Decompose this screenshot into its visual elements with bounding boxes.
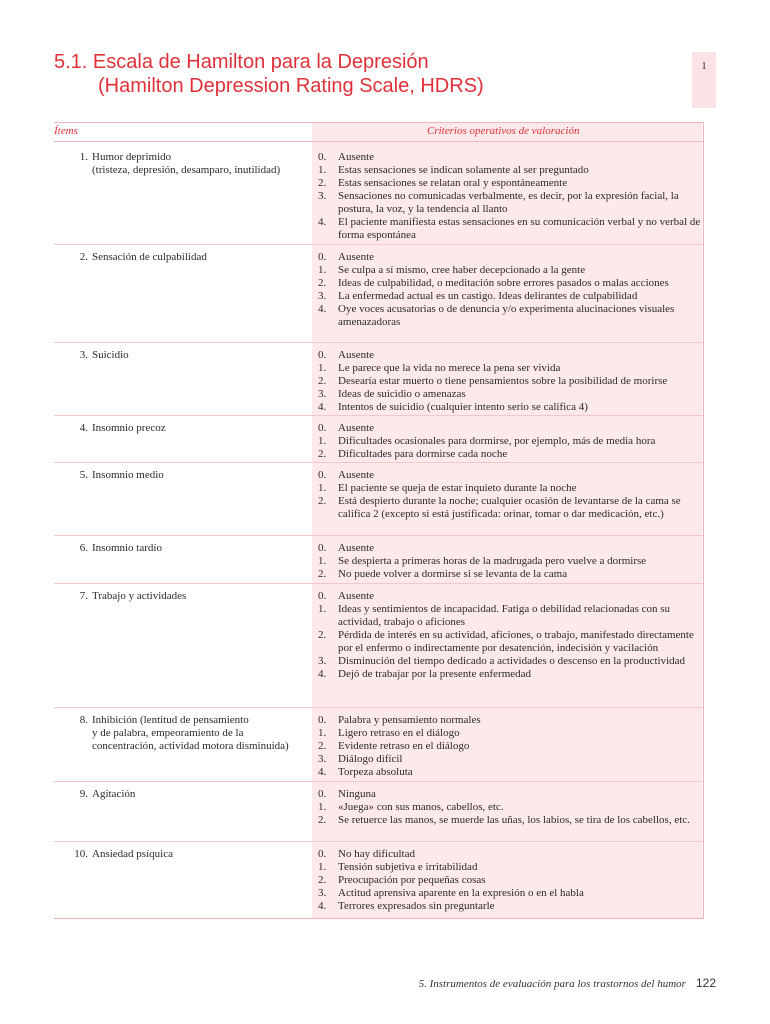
criterion-score: 3. [318,753,327,765]
criterion-score: 1. [318,435,327,447]
criterion [318,277,702,290]
criterion-text: Ideas y sentimientos de incapacidad. Fatiga o debilidad relacionadas con su actividad, trabajo o aficiones [338,603,671,628]
criterion-score: 0. [318,422,327,434]
criterion-score: 0. [318,714,327,726]
table-row [54,151,703,250]
item-number: 10. [74,848,88,860]
criterion-text: Evidente retraso en el diálogo [338,740,470,752]
item-number: 5. [79,469,88,481]
criterion-score: 2. [318,495,327,507]
criterion [318,495,702,521]
criterion-text: «Juega» con sus manos, cabellos, etc. [338,801,504,813]
item-cell [64,251,304,264]
criterion-score: 0. [318,469,327,481]
criterion [318,388,702,401]
criterion [318,655,702,668]
criterion [318,629,702,655]
criterion-score: 0. [318,542,327,554]
criterion-text: Disminución del tiempo dedicado a actividades o descenso en la productividad [338,655,686,667]
criterion-score: 2. [318,375,327,387]
criterion-text: No puede volver a dormirse si se levanta de la cama [338,568,568,580]
criterion-score: 1. [318,727,327,739]
criterion-score: 4. [318,216,327,228]
item-name: Sensación de culpabilidad [92,251,207,263]
criterion-score: 2. [318,177,327,189]
criterion-score: 3. [318,887,327,899]
criterion-text: Tensión subjetiva e irritabilidad [338,861,478,873]
criterion-score: 4. [318,401,327,413]
item-cell [64,848,304,861]
criterion-text: No hay dificultad [338,848,415,860]
criterion-text: Palabra y pensamiento normales [338,714,481,726]
criterion-text: Ausente [338,151,375,163]
header-rule [54,141,703,142]
item-cell [64,349,304,362]
item-name: Humor deprimido [92,151,172,163]
item-name: Trabajo y actividades [92,590,187,602]
criterion-text: Dejó de trabajar por la presente enfermedad [338,668,532,680]
table-row [54,462,703,536]
criterion-text: Ideas de suicidio o amenazas [338,388,466,400]
item-detail: y de palabra, empeoramiento de la concentración, actividad motora disminuida) [92,727,289,752]
criterion-text: Dificultades para dormirse cada noche [338,448,508,460]
criterion-score: 1. [318,555,327,567]
item-cell [64,590,304,603]
criterion [318,788,702,801]
criterion [318,568,702,581]
criterion-score: 1. [318,482,327,494]
criterion-score: 0. [318,349,327,361]
criterion [318,362,702,375]
criterion [318,177,702,190]
page-footer [419,976,716,990]
item-number: 1. [79,151,88,163]
criterion-text: Torpeza absoluta [338,766,413,778]
item-number: 6. [79,542,88,554]
criterion-score: 0. [318,590,327,602]
item-name: Suicidio [92,349,129,361]
criterion-score: 1. [318,362,327,374]
criterion [318,714,702,727]
criterion-text: Le parece que la vida no merece la pena ser vivida [338,362,561,374]
section-tab [692,52,716,108]
title-line-1: 5.1. Escala de Hamilton para la Depresión [54,51,429,73]
table-row [54,707,703,782]
criterion [318,887,702,900]
item-name: Insomnio tardío [92,542,162,554]
table-row [54,781,703,842]
footer-text: 5. Instrumentos de evaluación para los trastornos del humor [418,978,686,990]
criterion-text: Ausente [338,422,375,434]
criterion-text: El paciente se queja de estar inquieto durante la noche [338,482,577,494]
item-cell [64,151,304,177]
criterion-text: Está despierto durante la noche; cualquier ocasión de levantarse de la cama se califica 2 (excepto si está justificada: orinar, tomar o dar medicación, etc.) [338,495,681,520]
criterion-score: 4. [318,303,327,315]
item-cell [64,469,304,482]
criterion-score: 1. [318,603,327,615]
criterion [318,264,702,277]
page-number: 122 [695,976,716,990]
criterion [318,482,702,495]
criterion-score: 0. [318,848,327,860]
table-row [54,583,703,708]
item-detail: (tristeza, depresión, desamparo, inutilidad) [92,164,281,176]
criterion-score: 2. [318,568,327,580]
criterion-text: Diálogo difícil [338,753,403,765]
criterion-score: 1. [318,861,327,873]
criteria-cell [318,151,702,242]
criterion [318,469,702,482]
criterion [318,801,702,814]
item-number: 4. [79,422,88,434]
criterion [318,814,702,827]
criteria-column-header: Criterios operativos de valoración [427,125,580,137]
item-number: 3. [79,349,88,361]
criterion-text: Ideas de culpabilidad, o meditación sobre errores pasados o malas acciones [338,277,669,289]
criterion-score: 1. [318,164,327,176]
criterion [318,435,702,448]
criterion-text: Se retuerce las manos, se muerde las uñas, los labios, se tira de los cabellos, etc. [338,814,690,826]
criteria-cell [318,542,702,581]
criterion-score: 4. [318,766,327,778]
criterion-score: 0. [318,151,327,163]
criterion [318,603,702,629]
item-number: 2. [79,251,88,263]
criterion-score: 4. [318,900,327,912]
criterion-text: Ausente [338,251,375,263]
criterion [318,349,702,362]
item-number: 9. [79,788,88,800]
criterion [318,448,702,461]
criterion-text: Estas sensaciones se relatan oral y espontáneamente [338,177,568,189]
criterion-text: Terrores expresados sin preguntarle [338,900,495,912]
criterion-text: Se culpa a sí mismo, cree haber decepcionado a la gente [338,264,586,276]
criteria-cell [318,848,702,913]
criterion [318,151,702,164]
criterion-score: 1. [318,264,327,276]
item-name: Ansiedad psíquica [92,848,173,860]
criterion [318,401,702,414]
title-line-2: (Hamilton Depression Rating Scale, HDRS) [98,75,484,97]
item-name: Insomnio medio [92,469,164,481]
criterion-text: Ausente [338,590,375,602]
criterion-text: El paciente manifiesta estas sensaciones en su comunicación verbal y no verbal de forma espontánea [338,216,701,241]
criterion-score: 2. [318,740,327,752]
item-cell [64,422,304,435]
criterion-text: Pérdida de interés en su actividad, aficiones, o trabajo, manifestado directamente por el enfermo o indirectamente por desatención, indecisión y vacilación [338,629,694,654]
criterion [318,740,702,753]
criterion-text: Ligero retraso en el diálogo [338,727,460,739]
table-top-rule [54,122,703,123]
items-column-header: Ítems [54,125,78,137]
criterion-score: 3. [318,190,327,202]
criteria-cell [318,714,702,779]
criterion [318,216,702,242]
item-number: 8. [79,714,88,726]
criterion [318,668,702,681]
criterion [318,900,702,913]
criterion-score: 1. [318,801,327,813]
criteria-cell [318,590,702,681]
criterion-score: 2. [318,814,327,826]
criterion [318,303,702,329]
criterion [318,555,702,568]
criterion-text: Ninguna [338,788,376,800]
criterion-score: 0. [318,251,327,263]
criteria-cell [318,422,702,461]
section-tab-number: 1 [701,60,707,72]
criterion-score: 2. [318,629,327,641]
criterion [318,766,702,779]
table-row [54,535,703,584]
criterion-text: La enfermedad actual es un castigo. Ideas delirantes de culpabilidad [338,290,638,302]
criterion [318,375,702,388]
table-row [54,841,703,912]
criterion-score: 3. [318,388,327,400]
item-cell [64,714,304,753]
item-name: Agitación [92,788,136,800]
item-cell [64,788,304,801]
criteria-cell [318,788,702,827]
criterion [318,422,702,435]
criterion [318,861,702,874]
criteria-cell [318,349,702,414]
criterion [318,874,702,887]
criterion-text: Ausente [338,542,375,554]
criterion [318,590,702,603]
criterion-text: Desearía estar muerto o tiene pensamientos sobre la posibilidad de morirse [338,375,668,387]
criterion [318,190,702,216]
criterion-score: 3. [318,290,327,302]
criterion-score: 4. [318,668,327,680]
item-name: Inhibición (lentitud de pensamiento [92,714,249,726]
criterion-score: 2. [318,448,327,460]
table-row [54,342,703,416]
criterion-score: 0. [318,788,327,800]
criterion [318,727,702,740]
criterion [318,164,702,177]
item-number: 7. [79,590,88,602]
criterion-text: Sensaciones no comunicadas verbalmente, es decir, por la expresión facial, la postura, la voz, y la tendencia al llanto [338,190,679,215]
criterion [318,848,702,861]
criterion-text: Se despierta a primeras horas de la madrugada pero vuelve a dormirse [338,555,647,567]
criterion-text: Intentos de suicidio (cualquier intento serio se califica 4) [338,401,588,413]
criterion-text: Ausente [338,469,375,481]
criterion [318,251,702,264]
criterion-text: Estas sensaciones se indican solamente al ser preguntado [338,164,589,176]
criterion-score: 2. [318,874,327,886]
item-name: Insomnio precoz [92,422,166,434]
criterion-text: Dificultades ocasionales para dormirse, por ejemplo, más de media hora [338,435,656,447]
criterion [318,753,702,766]
criterion-score: 3. [318,655,327,667]
criteria-cell [318,251,702,329]
criterion-text: Ausente [338,349,375,361]
criterion [318,290,702,303]
scale-table [54,122,704,919]
criteria-cell [318,469,702,521]
criterion-text: Oye voces acusatorias o de denuncia y/o experimenta alucinaciones visuales amenazadoras [338,303,675,328]
table-row [54,244,703,343]
criterion [318,542,702,555]
criterion-text: Preocupación por pequeñas cosas [338,874,486,886]
criterion-text: Actitud aprensiva aparente en la expresión o en el habla [338,887,584,899]
page-title [54,50,484,98]
criterion-score: 2. [318,277,327,289]
item-cell [64,542,304,555]
table-row [54,415,703,463]
